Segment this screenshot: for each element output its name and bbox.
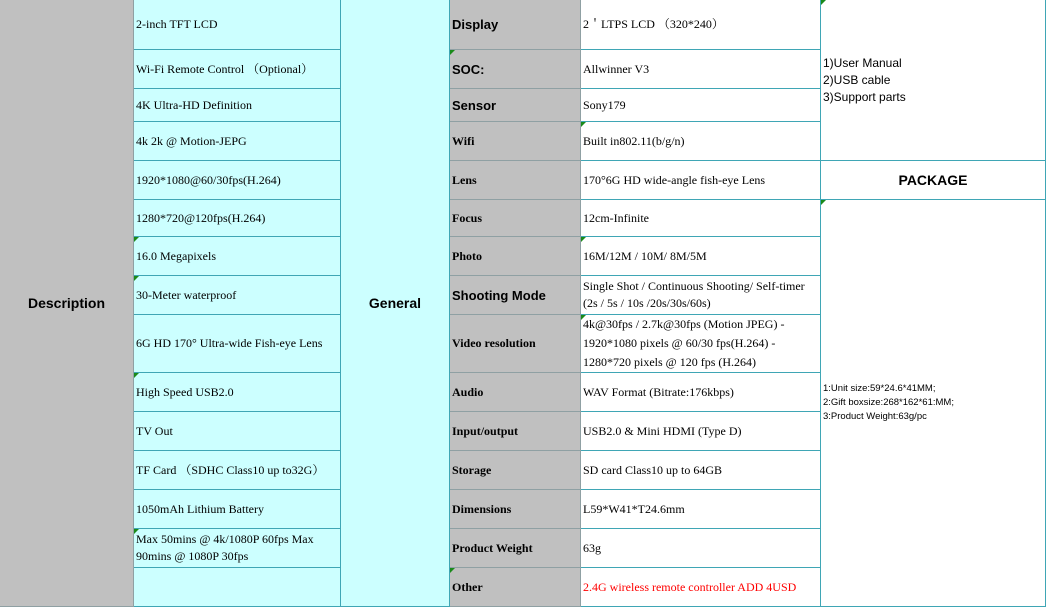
spec-value: 63g <box>581 529 821 568</box>
package-item: 3)Support parts <box>823 89 906 104</box>
feature-item: 1280*720@120fps(H.264) <box>134 200 341 237</box>
feature-item-empty <box>134 568 341 607</box>
spec-value: SD card Class10 up to 64GB <box>581 451 821 490</box>
spec-value: 16M/12M / 10M/ 8M/5M <box>581 237 821 276</box>
package-specs <box>821 200 1046 607</box>
spec-value: Built in802.11(b/g/n) <box>581 122 821 161</box>
spec-label: Shooting Mode <box>450 276 581 315</box>
spec-label: Input/output <box>450 412 581 451</box>
spec-label: Audio <box>450 373 581 412</box>
spec-label: Wifi <box>450 122 581 161</box>
spec-label: Dimensions <box>450 490 581 529</box>
general-header: General <box>341 0 450 607</box>
spec-value: 170°6G HD wide-angle fish-eye Lens <box>581 161 821 200</box>
spec-label: SOC: <box>450 50 581 89</box>
spec-value: 2.4G wireless remote controller ADD 4USD <box>581 568 821 607</box>
spec-label: Lens <box>450 161 581 200</box>
spec-value: Sony179 <box>581 89 821 122</box>
spec-label: Photo <box>450 237 581 276</box>
feature-item: High Speed USB2.0 <box>134 373 341 412</box>
spec-label: Display <box>450 0 581 50</box>
package-item: 1)User Manual <box>823 55 902 70</box>
spec-label: Other <box>450 568 581 607</box>
feature-item: 30-Meter waterproof <box>134 276 341 315</box>
feature-item: 1050mAh Lithium Battery <box>134 490 341 529</box>
spec-label: Video resolution <box>450 315 581 373</box>
package-item: 2)USB cable <box>823 72 891 87</box>
feature-item: 2-inch TFT LCD <box>134 0 341 50</box>
package-spec-line: 1:Unit size:59*24.6*41MM; <box>823 383 936 394</box>
spec-value: 2＇LTPS LCD （320*240） <box>581 0 821 50</box>
spec-value: Single Shot / Continuous Shooting/ Self-timer (2s / 5s / 10s /20s/30s/60s) <box>581 276 821 315</box>
spec-label: Storage <box>450 451 581 490</box>
package-header: PACKAGE <box>821 161 1046 200</box>
spec-label: Sensor <box>450 89 581 122</box>
package-spec-line: 3:Product Weight:63g/pc <box>823 411 927 422</box>
feature-item: TV Out <box>134 412 341 451</box>
feature-item: 4k 2k @ Motion-JEPG <box>134 122 341 161</box>
spec-label: Focus <box>450 200 581 237</box>
spec-value: Allwinner V3 <box>581 50 821 89</box>
package-contents <box>821 0 1046 161</box>
feature-item: 1920*1080@60/30fps(H.264) <box>134 161 341 200</box>
spec-label: Product Weight <box>450 529 581 568</box>
feature-item: Wi-Fi Remote Control （Optional） <box>134 50 341 89</box>
feature-item: 6G HD 170° Ultra-wide Fish-eye Lens <box>134 315 341 373</box>
feature-item: TF Card （SDHC Class10 up to32G） <box>134 451 341 490</box>
spec-value: USB2.0 & Mini HDMI (Type D) <box>581 412 821 451</box>
spec-value: WAV Format (Bitrate:176kbps) <box>581 373 821 412</box>
feature-item: 16.0 Megapixels <box>134 237 341 276</box>
description-header: Description <box>0 0 134 607</box>
spec-value: L59*W41*T24.6mm <box>581 490 821 529</box>
spec-value: 12cm-Infinite <box>581 200 821 237</box>
spec-value: 4k@30fps / 2.7k@30fps (Motion JPEG) - 1920*1080 pixels @ 60/30 fps(H.264) - 1280*720 pixels @ 120 fps (H.264) <box>581 315 821 373</box>
package-spec-line: 2:Gift boxsize:268*162*61:MM; <box>823 397 954 408</box>
feature-item: Max 50mins @ 4k/1080P 60fps Max 90mins @ 1080P 30fps <box>134 529 341 568</box>
feature-item: 4K Ultra-HD Definition <box>134 89 341 122</box>
